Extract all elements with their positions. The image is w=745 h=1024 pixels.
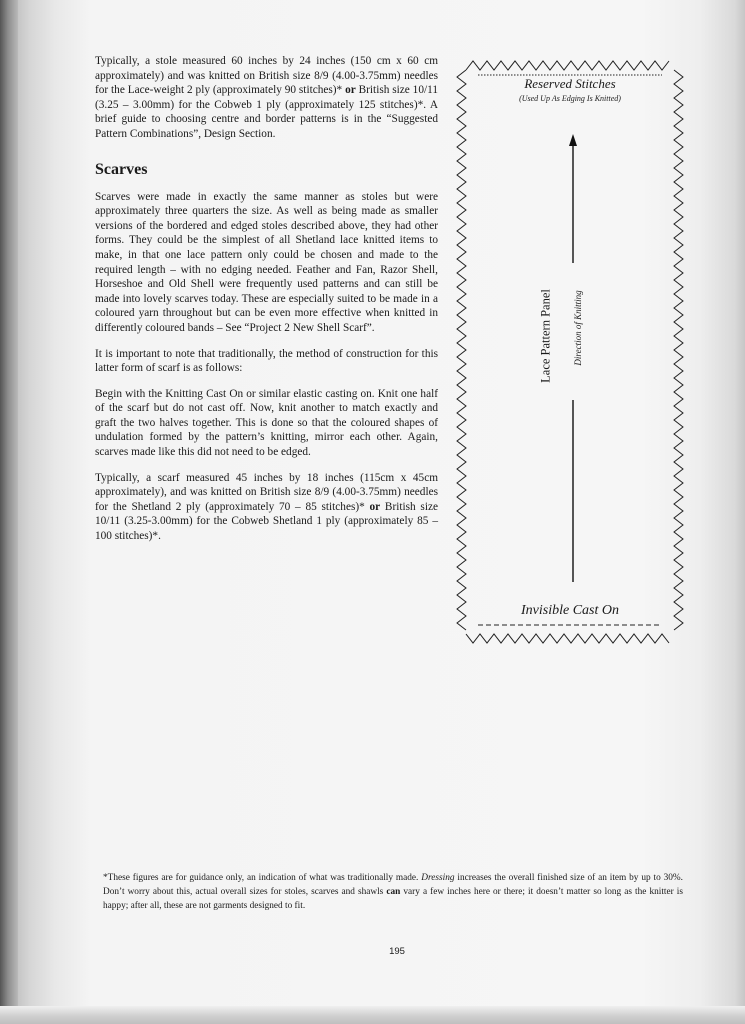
zigzag-right-edge <box>674 70 683 630</box>
direction-arrow-head <box>569 134 577 146</box>
reserved-stitches-sublabel: (Used Up As Edging Is Knitted) <box>519 94 621 103</box>
scarves-intro-paragraph: Scarves were made in exactly the same manner as stoles but were approximately three quarters the size. As well as being made as smaller versions of the bordered and edged stoles described above, they had other forms. They could be the simplest of all Shetland lace knitted items to make, in that one lace pattern only could be chosen and made to the required length – with no edging needed. Feather and Fan, Razor Shell, Horseshoe and Old Shell were frequently used patterns and can still be made into lovely scarves today. These are especially suited to be made in a coloured yarn throughout but can be even more effective when knitted in differently coloured bands – See “Project 2 New Shell Scarf”. <box>95 190 438 334</box>
page-number: 195 <box>389 946 405 957</box>
reserved-stitches-label: Reserved Stitches <box>524 76 616 91</box>
construction-note-paragraph: It is important to note that traditionally, the method of construction for this latter form of scarf is as follows: <box>95 347 438 375</box>
construction-method-paragraph: Begin with the Knitting Cast On or similar elastic casting on. Knit one half of the scarf but do not cast off. Now, knit another to match exactly and graft the two halves together. This is done so that the coloured shapes of undulation formed by the pattern’s knitting, mirror each other. Again, scarves made like this did not need to be edged. <box>95 387 438 459</box>
lace-pattern-panel-label: Lace Pattern Panel <box>538 289 553 383</box>
direction-of-knitting-label: Direction of Knitting <box>573 290 583 366</box>
scarf-construction-diagram <box>454 58 686 646</box>
scarf-size-paragraph: Typically, a scarf measured 45 inches by 18 inches (115cm x 45cm approximately), and was knitted on British size 8/9 (4.00-3.75mm) needles for the Shetland 2 ply (approximately 70 – 85 stitches)* or British size 10/11 (3.25-3.00mm) for the Cobweb Shetland 1 ply (approximately 85 – 100 stitches)*. <box>95 471 438 543</box>
body-text-column <box>95 54 438 555</box>
footnote: *These figures are for guidance only, an indication of what was traditionally made. Dressing increases the overall finished size of an item by up to 30%. Don’t worry about this, actual overall sizes for stoles, scarves and shawls can vary a few inches here or there; it doesn’t matter so long as the knitter is happy; after all, these are not garments designed to fit. <box>103 873 683 911</box>
zigzag-bottom-edge <box>466 634 669 643</box>
diagram-outline <box>454 58 686 646</box>
page-bottom-edge <box>0 1006 745 1024</box>
stole-size-paragraph: Typically, a stole measured 60 inches by 24 inches (150 cm x 60 cm approximately) and was knitted on British size 8/9 (4.00-3.75mm) needles for the Lace-weight 2 ply (approximately 90 stitches)* or British size 10/11 (3.25 – 3.00mm) for the Cobweb 1 ply (approximately 125 stitches)*. A brief guide to choosing centre and border patterns is in the “Suggested Pattern Combinations”, Design Section. <box>95 55 438 140</box>
zigzag-top-edge <box>466 61 669 70</box>
zigzag-left-edge <box>457 70 466 630</box>
scarves-heading: Scarves <box>95 160 148 178</box>
invisible-cast-on-label: Invisible Cast On <box>521 603 619 618</box>
book-spine-shadow <box>0 0 18 1024</box>
